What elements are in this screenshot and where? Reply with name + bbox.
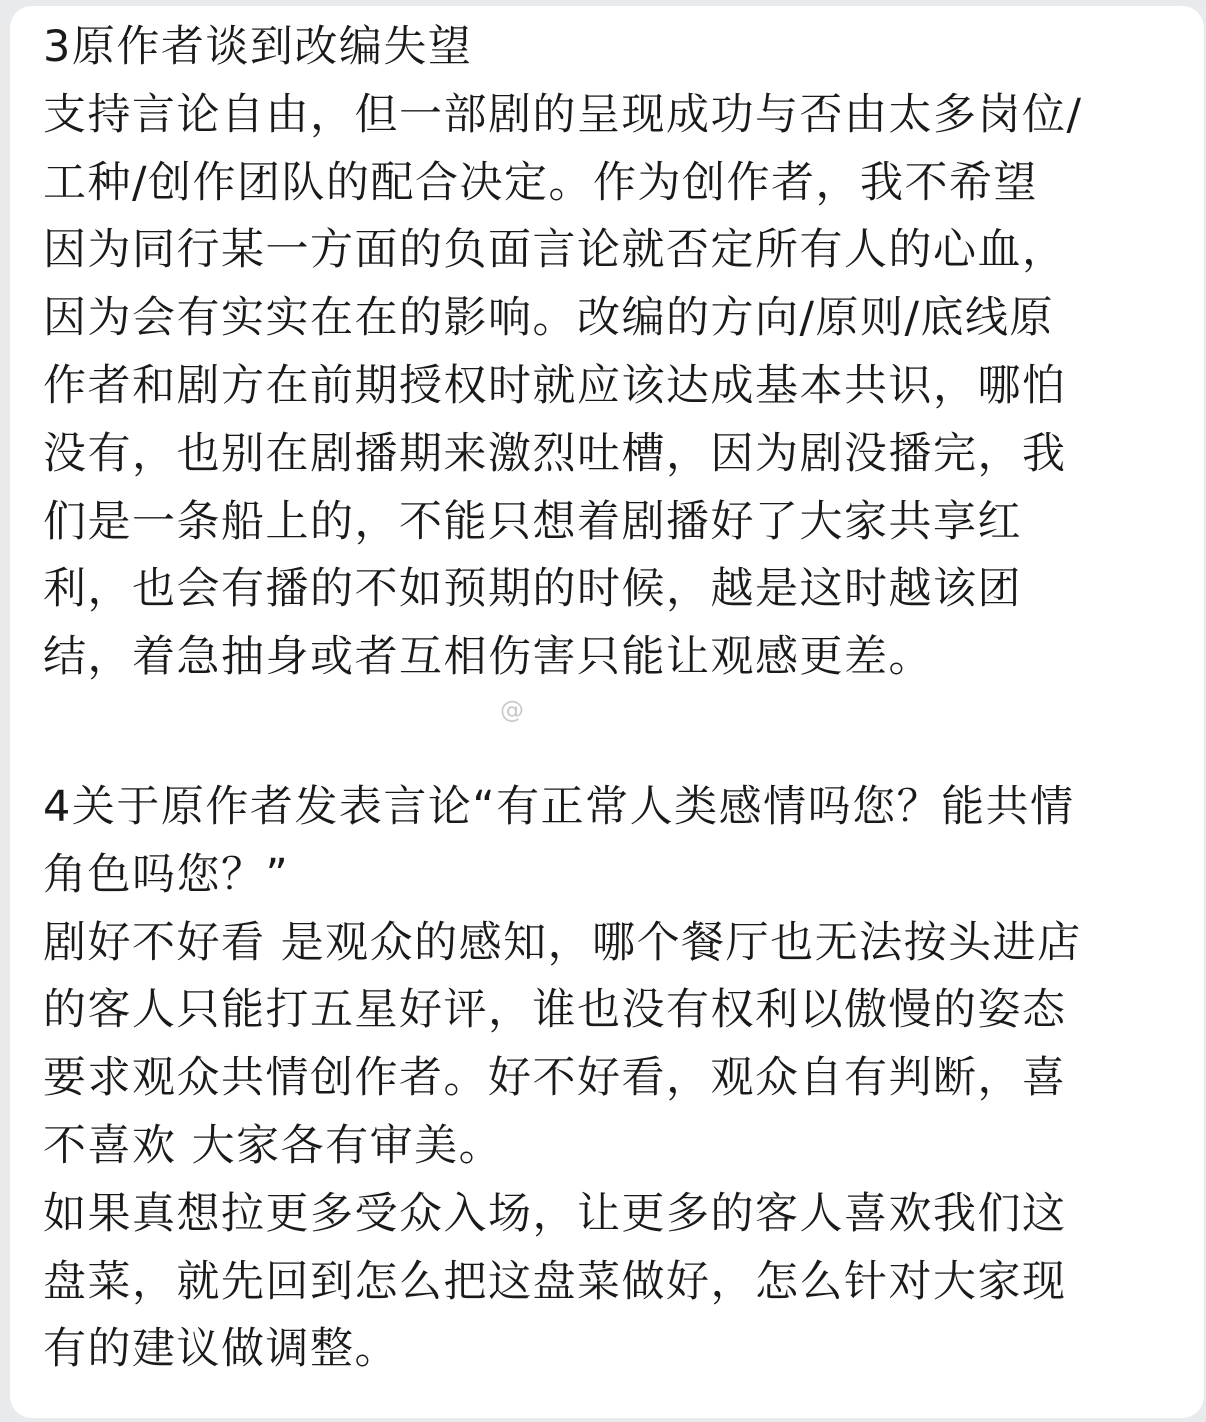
section-4-text-block <box>43 774 1173 1384</box>
section-3-line-5: 作者和剧方在前期授权时就应该达成基本共识，哪怕 <box>43 360 1067 411</box>
section-3-line-6: 没有，也别在剧播期来激烈吐槽，因为剧没播完，我 <box>43 428 1067 479</box>
post-card <box>10 6 1204 1418</box>
section-4-heading: 4关于原作者发表言论“有正常人类感情吗您？能共情 <box>43 782 1075 832</box>
watermark: @ <box>500 696 524 724</box>
section-3-line-4: 因为会有实实在在的影响。改编的方向/原则/底线原 <box>43 293 1054 344</box>
section-4-line-2: 的客人只能打五星好评，谁也没有权利以傲慢的姿态 <box>43 985 1067 1036</box>
section-4-line-7: 有的建议做调整。 <box>43 1324 399 1375</box>
section-4-heading-cont: 角色吗您？” <box>43 849 290 900</box>
section-3-text-block <box>43 14 1173 692</box>
section-4-line-5: 如果真想拉更多受众入场，让更多的客人喜欢我们这 <box>43 1188 1067 1239</box>
section-3-line-7: 们是一条船上的，不能只想着剧播好了大家共享红 <box>43 496 1022 547</box>
section-3-line-8: 利，也会有播的不如预期的时候，越是这时越该团 <box>43 564 1022 615</box>
section-4-line-1: 剧好不好看 是观众的感知，哪个餐厅也无法按头进店 <box>43 917 1082 968</box>
section-3-line-1: 支持言论自由，但一部剧的呈现成功与否由太多岗位/ <box>43 89 1083 140</box>
section-3-line-3: 因为同行某一方面的负面言论就否定所有人的心血， <box>43 225 1067 276</box>
section-4-line-4: 不喜欢 大家各有审美。 <box>43 1120 504 1171</box>
section-3-line-9: 结，着急抽身或者互相伤害只能让观感更差。 <box>43 632 933 683</box>
section-4-line-3: 要求观众共情创作者。好不好看，观众自有判断，喜 <box>43 1053 1067 1104</box>
section-4-line-6: 盘菜，就先回到怎么把这盘菜做好，怎么针对大家现 <box>43 1256 1067 1307</box>
section-3-line-2: 工种/创作团队的配合决定。作为创作者，我不希望 <box>43 157 1038 208</box>
section-3-heading: 3原作者谈到改编失望 <box>43 22 473 72</box>
